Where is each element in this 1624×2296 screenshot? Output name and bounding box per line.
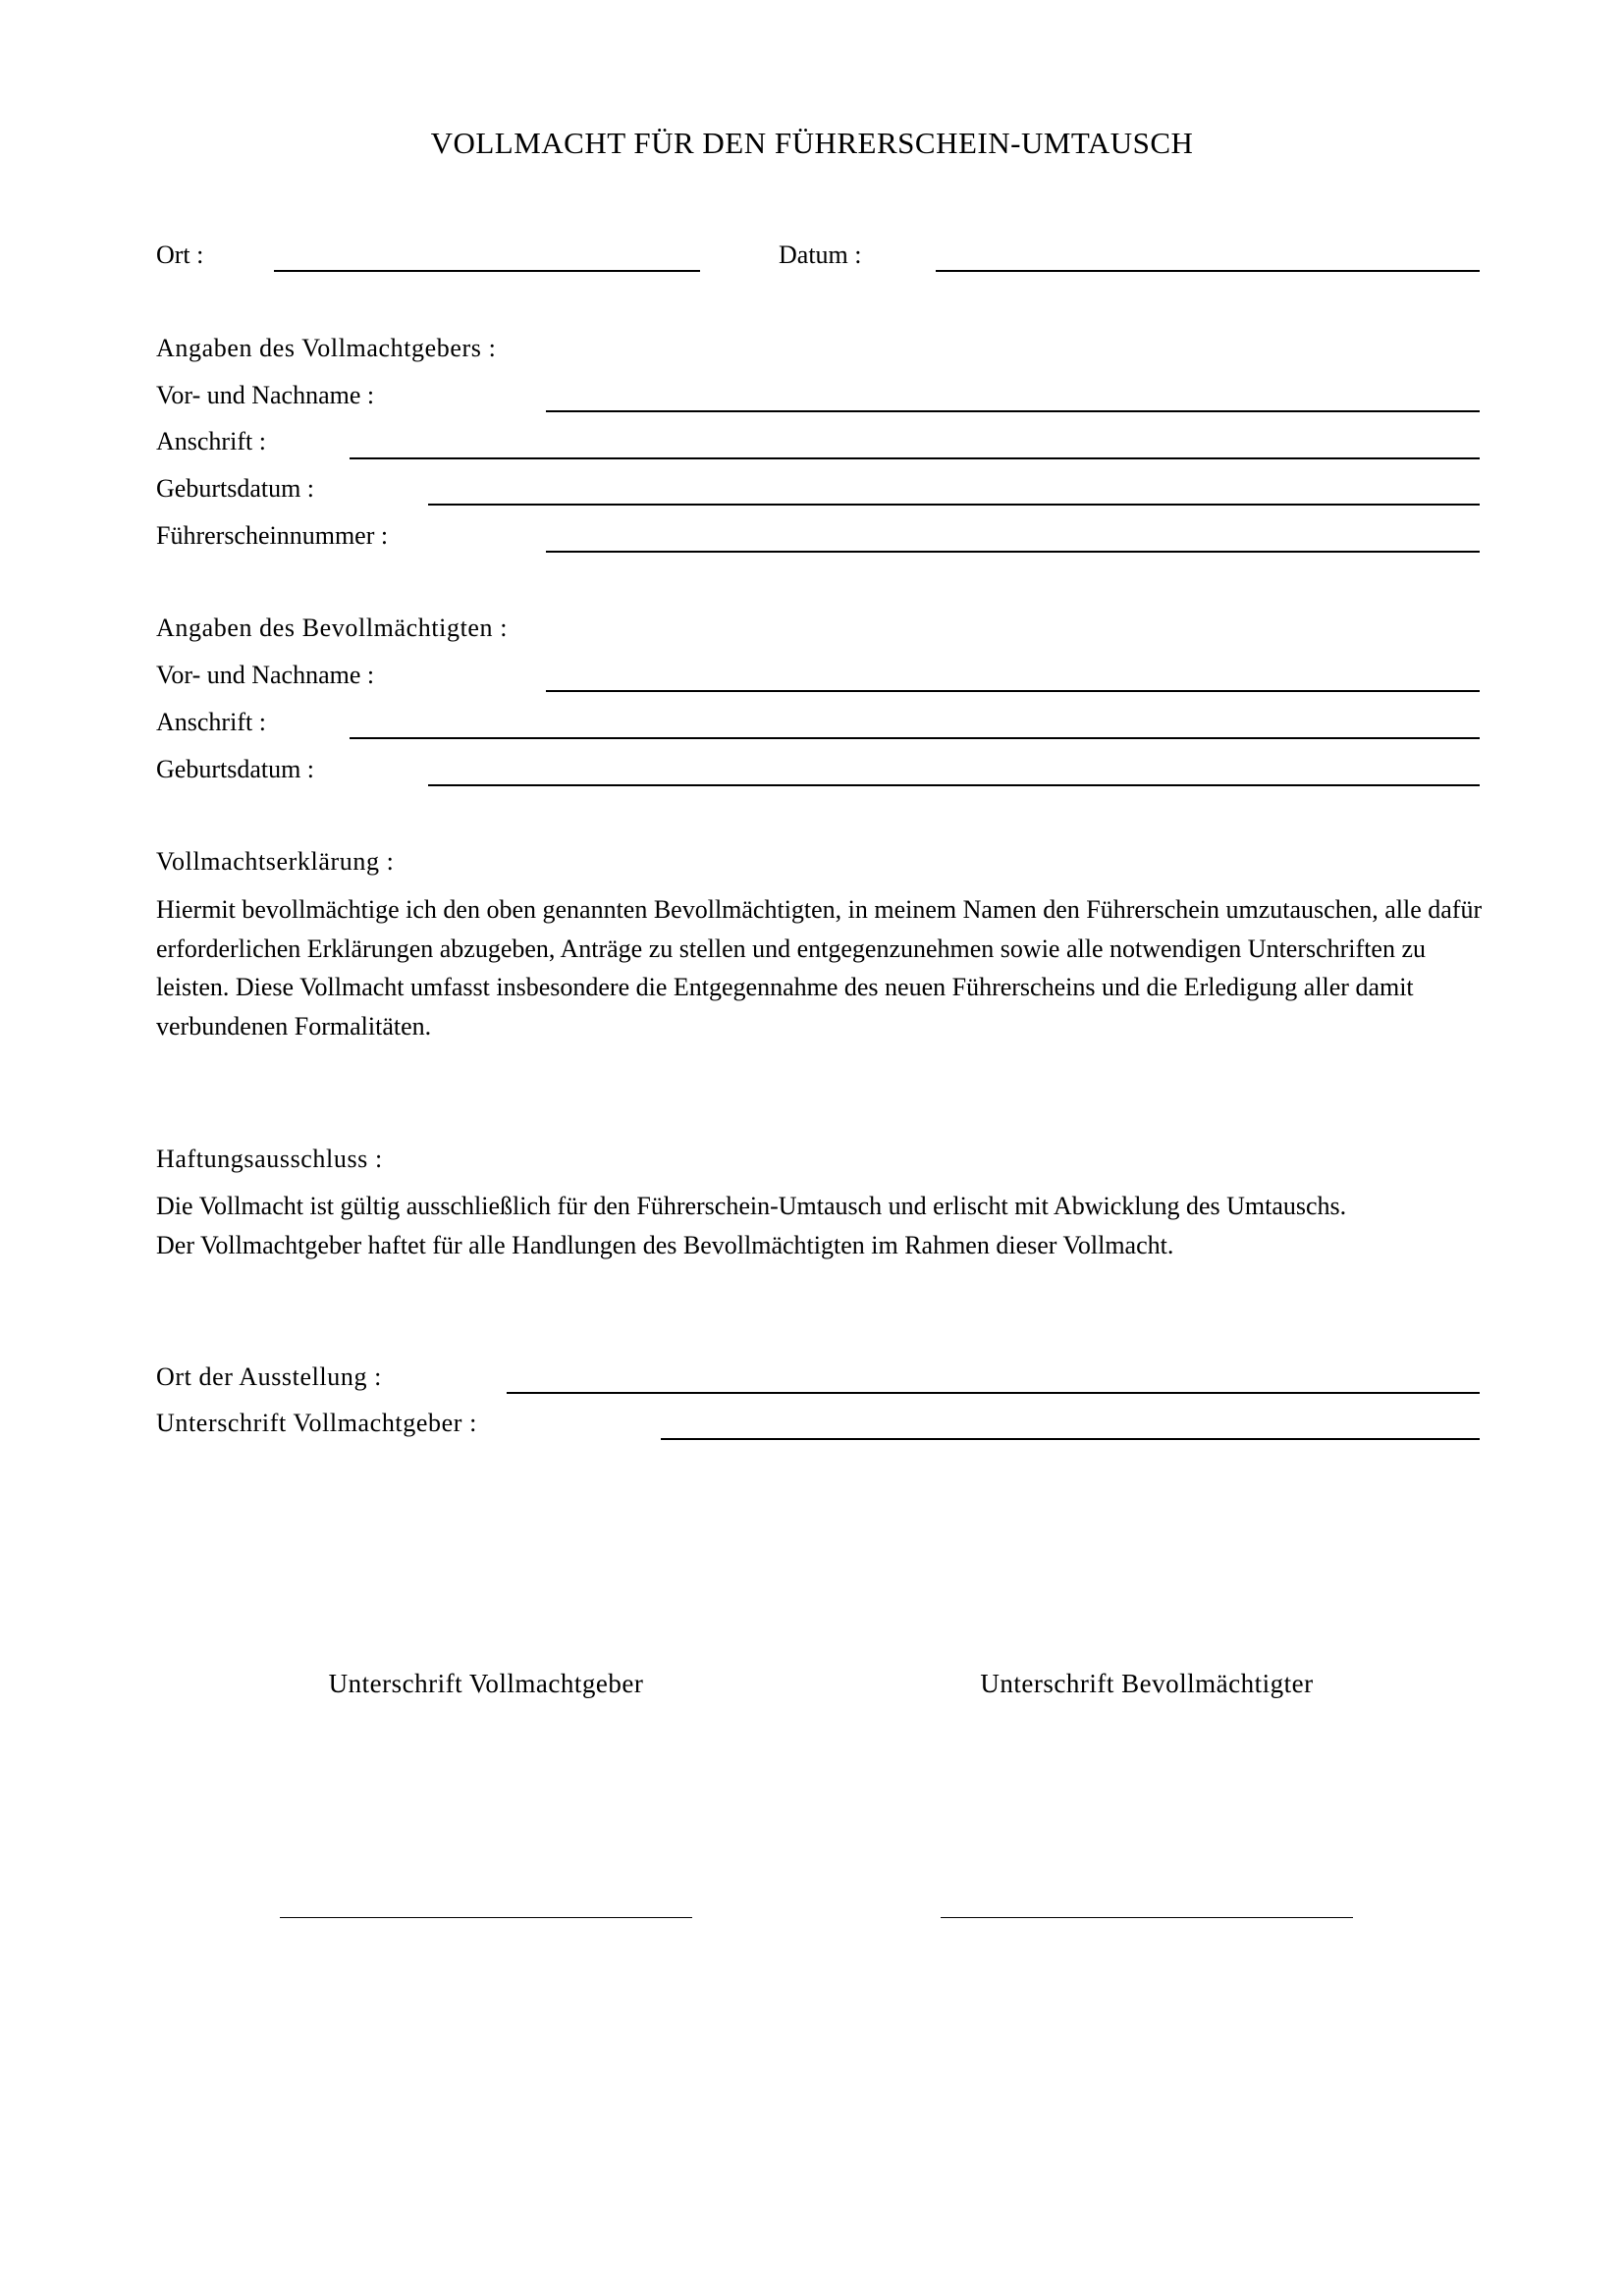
haftung-line-1: Die Vollmacht ist gültig ausschließlich für den Führerschein-Umtausch und erlischt mit Abwicklung des Umtauschs.: [156, 1192, 1347, 1220]
haftung-heading: Haftungsausschluss :: [156, 1145, 383, 1173]
haftung-text-block: [156, 1187, 1531, 1264]
erklaerung-text-block: [156, 890, 1491, 1045]
bevollmaechtigter-geburtsdatum-label: Geburtsdatum :: [156, 755, 315, 783]
bevollmaechtigter-name-label: Vor- und Nachname :: [156, 661, 375, 689]
datum-field-line[interactable]: [936, 270, 1480, 272]
signature-caption-bevollmaechtigter: Unterschrift Bevollmächtigter: [980, 1669, 1314, 1698]
signature-line-vollmachtgeber[interactable]: [280, 1917, 692, 1918]
bevollmaechtigter-geburtsdatum-line[interactable]: [428, 784, 1480, 786]
vollmachtgeber-geburtsdatum-label: Geburtsdatum :: [156, 474, 315, 503]
fuehrerscheinnummer-line[interactable]: [546, 551, 1480, 553]
unterschrift-vollmachtgeber-label: Unterschrift Vollmachtgeber :: [156, 1409, 477, 1437]
bevollmaechtigter-anschrift-line[interactable]: [350, 737, 1480, 739]
ort-der-ausstellung-line[interactable]: [507, 1392, 1480, 1394]
vollmachtgeber-heading: Angaben des Vollmachtgebers :: [156, 334, 497, 362]
ort-label: Ort :: [156, 240, 204, 269]
erklaerung-text: Hiermit bevollmächtige ich den oben genannten Bevollmächtigten, in meinem Namen den Führerschein umzutauschen, alle dafür erforderlichen Erklärungen abzugeben, Anträge zu stellen und entgegenzunehmen sowie alle notwendigen Unterschriften zu leisten. Diese Vollmacht umfasst insbesondere die Entgegennahme des neuen Führerscheins und die Erledigung aller damit verbundenen Formalitäten.: [156, 895, 1483, 1041]
vollmachtgeber-geburtsdatum-line[interactable]: [428, 504, 1480, 506]
vollmachtgeber-anschrift-line[interactable]: [350, 457, 1480, 459]
bevollmaechtigter-name-line[interactable]: [546, 690, 1480, 692]
bevollmaechtigter-anschrift-label: Anschrift :: [156, 708, 266, 736]
datum-label: Datum :: [779, 240, 862, 269]
ort-field-line[interactable]: [274, 270, 700, 272]
vollmachtgeber-name-label: Vor- und Nachname :: [156, 381, 375, 409]
unterschrift-vollmachtgeber-line[interactable]: [661, 1438, 1480, 1440]
signature-caption-vollmachtgeber: Unterschrift Vollmachtgeber: [328, 1669, 644, 1698]
vollmachtgeber-anschrift-label: Anschrift :: [156, 427, 266, 455]
haftung-line-2: Der Vollmachtgeber haftet für alle Handlungen des Bevollmächtigten im Rahmen dieser Vollmacht.: [156, 1230, 1174, 1259]
bevollmaechtigter-heading: Angaben des Bevollmächtigten :: [156, 614, 509, 642]
erklaerung-heading: Vollmachtserklärung :: [156, 847, 395, 876]
vollmachtgeber-name-line[interactable]: [546, 410, 1480, 412]
signature-line-bevollmaechtigter[interactable]: [941, 1917, 1353, 1918]
document-title: VOLLMACHT FÜR DEN FÜHRERSCHEIN-UMTAUSCH: [430, 126, 1194, 160]
fuehrerscheinnummer-label: Führerscheinnummer :: [156, 521, 389, 550]
ort-der-ausstellung-label: Ort der Ausstellung :: [156, 1362, 382, 1391]
